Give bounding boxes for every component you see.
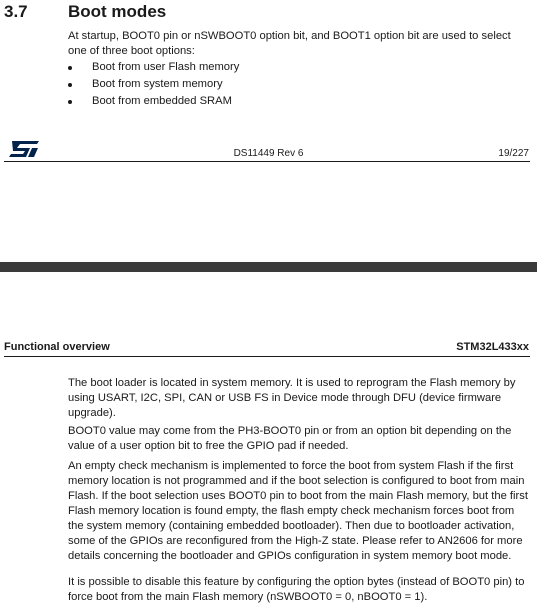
disable-feature-paragraph: It is possible to disable this feature by configuring the option bytes (instead of BOOT0 pin) to force boot from the main Flash memory (nSWBOOT0 = 0, nBOOT0 = 1). xyxy=(68,576,525,603)
section-number: 3.7 xyxy=(4,2,28,21)
list-item-label: Boot from system memory xyxy=(92,78,223,90)
empty-check-paragraph: An empty check mechanism is implemented to force the boot from system Flash if the first memory location is not programmed and if the boot selection is configured to boot from main Flash. If the boot selection uses BOOT0 pin to boot from the main Flash memory, but the first Flash memory location is found empty, the flash empty check mechanism forces boot from the system memory (containing embedded bootloader). Then due to bootloader activation, some of the GPIOs are reconfigured from the High-Z state. Please refer to AN2606 for more details concerning the bootloader and GPIOs configuration in system memory boot mode. xyxy=(68,460,528,562)
list-item xyxy=(68,59,239,76)
bootloader-paragraph: The boot loader is located in system memory. It is used to reprogram the Flash memory by using USART, I2C, SPI, CAN or USB FS in Device mode through DFU (device firmware upgrade). xyxy=(68,377,516,419)
boot-options-list xyxy=(68,59,239,110)
header-divider xyxy=(4,356,530,357)
list-item xyxy=(68,93,239,110)
section-intro-paragraph: At startup, BOOT0 pin or nSWBOOT0 option bit, and BOOT1 option bit are used to select one of three boot options: xyxy=(68,30,511,57)
footer-document-reference: DS11449 Rev 6 xyxy=(233,148,304,159)
footer-page-number: 19/227 xyxy=(498,148,529,159)
footer-divider xyxy=(4,161,530,162)
section-title: Boot modes xyxy=(68,2,167,21)
boot0-value-paragraph: BOOT0 value may come from the PH3-BOOT0 pin or from an option bit depending on the value of a user option bit to free the GPIO pad if needed. xyxy=(68,425,512,452)
running-header-product: STM32L433xx xyxy=(456,341,529,353)
list-item xyxy=(68,76,239,93)
list-item-label: Boot from user Flash memory xyxy=(92,61,240,73)
list-item-label: Boot from embedded SRAM xyxy=(92,95,232,107)
bullet-icon xyxy=(68,83,72,87)
bullet-icon xyxy=(68,100,72,104)
page-separator xyxy=(0,262,537,272)
bullet-icon xyxy=(68,66,72,70)
running-header-section: Functional overview xyxy=(4,341,110,353)
